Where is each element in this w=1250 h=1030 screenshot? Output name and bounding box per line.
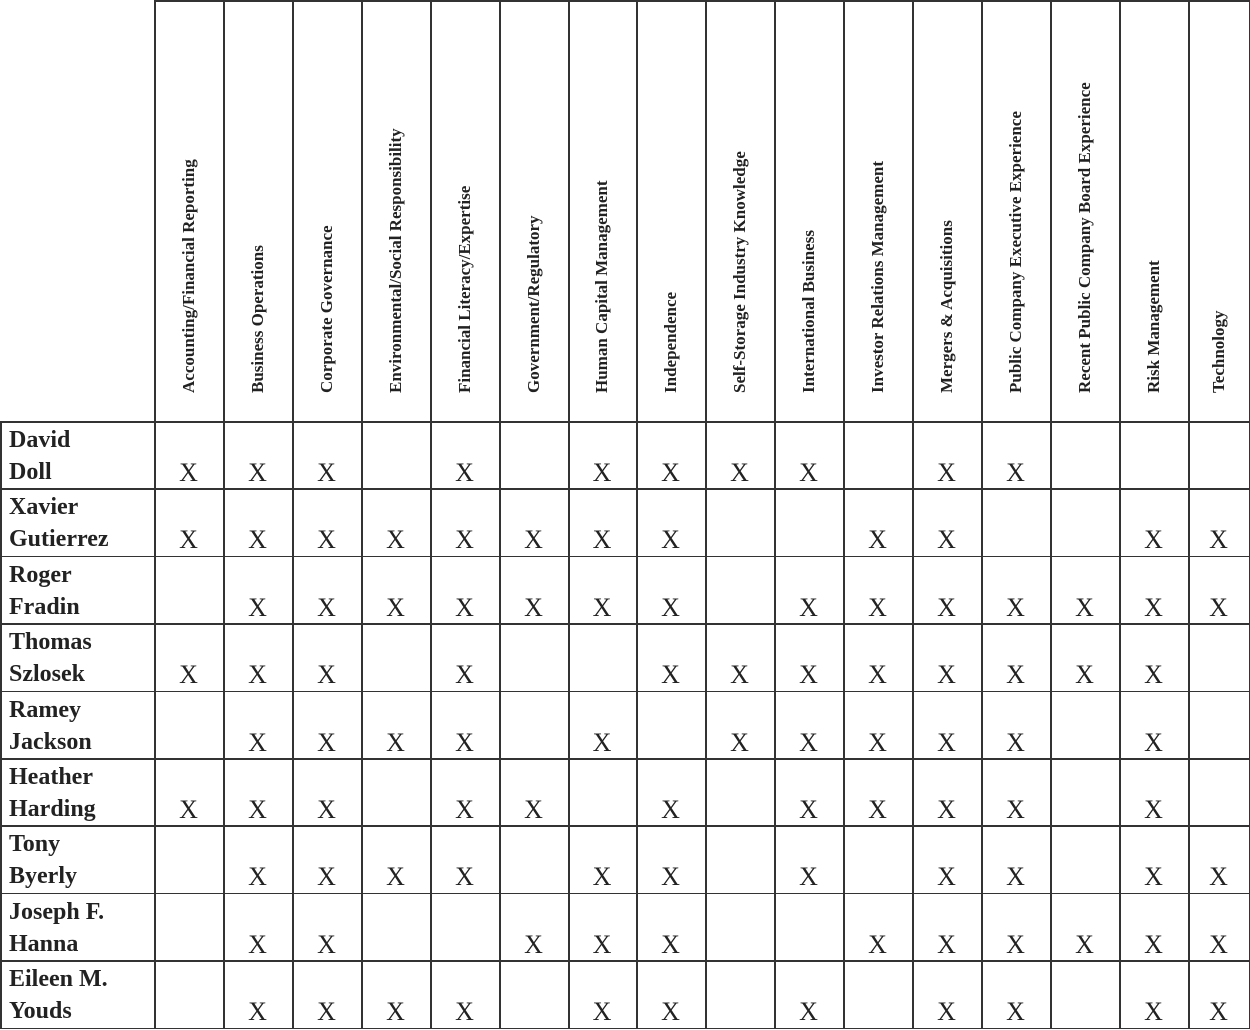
skill-mark: X <box>799 727 818 757</box>
skill-mark: X <box>1144 525 1163 555</box>
skill-mark: X <box>386 525 405 555</box>
row-divider <box>0 556 1250 558</box>
column-header-label: Environmental/Social Responsibility <box>385 128 405 393</box>
skill-mark: X <box>937 997 956 1027</box>
column-header <box>1188 0 1249 421</box>
column-header-label: Self-Storage Industry Knowledge <box>729 151 749 393</box>
column-header <box>636 0 705 421</box>
column-header-label: Investor Relations Management <box>867 161 887 393</box>
column-header-label: Accounting/Financial Reporting <box>178 159 198 393</box>
column-header-label: Mergers & Acquisitions <box>936 220 956 393</box>
column-header <box>361 0 430 421</box>
column-header-label: Technology <box>1208 310 1228 393</box>
director-last-name: Gutierrez <box>9 526 109 553</box>
director-last-name: Byerly <box>9 863 77 890</box>
column-header <box>430 0 499 421</box>
skill-mark: X <box>868 660 887 690</box>
skill-mark: X <box>661 929 680 959</box>
skill-mark: X <box>248 525 267 555</box>
director-name <box>0 896 154 960</box>
column-header <box>154 0 223 421</box>
row-divider <box>0 825 1250 827</box>
skill-mark: X <box>661 525 680 555</box>
column-header-label: International Business <box>798 230 818 393</box>
column-header <box>499 0 568 421</box>
skill-mark: X <box>1144 929 1163 959</box>
skill-mark: X <box>1144 592 1163 622</box>
skill-mark: X <box>386 862 405 892</box>
skill-mark: X <box>455 727 474 757</box>
director-name <box>0 559 154 623</box>
column-header <box>223 0 292 421</box>
column-header-label: Financial Literacy/Expertise <box>454 185 474 393</box>
skill-mark: X <box>661 795 680 824</box>
column-header-label: Recent Public Company Board Experience <box>1074 82 1094 393</box>
skill-mark: X <box>799 795 818 824</box>
row-divider <box>0 893 1250 895</box>
skill-mark: X <box>661 660 680 690</box>
skill-mark: X <box>937 929 956 959</box>
skill-mark: X <box>730 727 749 757</box>
director-name <box>0 424 154 488</box>
skill-mark: X <box>317 727 336 757</box>
director-first-name: Ramey <box>9 696 81 723</box>
skill-mark: X <box>179 795 198 824</box>
skill-mark: X <box>592 525 612 555</box>
director-first-name: Joseph F. <box>9 898 105 925</box>
row-divider <box>0 623 1250 625</box>
director-first-name: Eileen M. <box>9 966 108 993</box>
director-last-name: Harding <box>9 796 96 822</box>
column-header <box>774 0 843 421</box>
director-first-name: Heather <box>9 764 93 790</box>
skill-mark: X <box>661 862 680 892</box>
skill-mark: X <box>524 795 543 824</box>
director-name <box>0 963 154 1027</box>
skill-mark: X <box>868 592 887 622</box>
skill-mark: X <box>1209 525 1228 555</box>
skill-mark: X <box>1075 929 1094 959</box>
director-first-name: Roger <box>9 561 72 588</box>
skill-mark: X <box>248 727 267 757</box>
skill-mark: X <box>179 660 198 690</box>
skill-mark: X <box>455 997 474 1027</box>
skill-mark: X <box>248 458 267 487</box>
skill-mark: X <box>317 929 336 959</box>
skill-mark: X <box>868 929 887 959</box>
director-last-name: Hanna <box>9 930 79 957</box>
skill-mark: X <box>937 660 956 690</box>
column-header-label: Business Operations <box>247 245 267 393</box>
skill-mark: X <box>937 727 956 757</box>
skill-mark: X <box>1006 997 1025 1027</box>
skill-mark: X <box>1075 592 1094 622</box>
skill-mark: X <box>524 929 543 959</box>
skill-mark: X <box>524 525 543 555</box>
skill-mark: X <box>455 660 474 690</box>
column-header-label: Risk Management <box>1143 260 1163 393</box>
director-name <box>0 828 154 892</box>
column-header <box>1050 0 1119 421</box>
skill-mark: X <box>1006 929 1025 959</box>
column-header <box>705 0 774 421</box>
skill-mark: X <box>592 458 612 487</box>
skill-mark: X <box>248 997 267 1027</box>
column-header <box>981 0 1050 421</box>
skill-mark: X <box>455 795 474 824</box>
skill-mark: X <box>248 929 267 959</box>
skill-mark: X <box>386 592 405 622</box>
skill-mark: X <box>868 525 887 555</box>
skill-mark: X <box>868 727 887 757</box>
skill-mark: X <box>179 458 198 487</box>
skill-mark: X <box>661 997 680 1027</box>
skill-mark: X <box>1209 862 1228 892</box>
skill-mark: X <box>937 525 956 555</box>
column-header-label: Corporate Governance <box>316 225 336 393</box>
skill-mark: X <box>592 862 612 892</box>
column-header <box>843 0 912 421</box>
skill-mark: X <box>317 525 336 555</box>
director-last-name: Doll <box>9 459 52 485</box>
director-last-name: Fradin <box>9 593 80 620</box>
skill-mark: X <box>799 592 818 622</box>
row-divider <box>0 488 1250 490</box>
column-header <box>292 0 361 421</box>
skill-mark: X <box>799 997 818 1027</box>
skill-mark: X <box>317 997 336 1027</box>
column-header-label: Human Capital Management <box>592 180 611 393</box>
skill-mark: X <box>317 592 336 622</box>
column-header <box>568 0 636 421</box>
director-first-name: Xavier <box>9 494 79 521</box>
row-divider <box>0 758 1250 760</box>
skill-mark: X <box>1006 660 1025 690</box>
skill-mark: X <box>799 862 818 892</box>
skill-mark: X <box>386 997 405 1027</box>
skill-mark: X <box>1006 727 1025 757</box>
skill-mark: X <box>661 592 680 622</box>
skill-mark: X <box>317 660 336 690</box>
skill-mark: X <box>248 592 267 622</box>
column-header <box>912 0 981 421</box>
skill-mark: X <box>317 458 336 487</box>
director-name <box>0 491 154 555</box>
skill-mark: X <box>937 862 956 892</box>
director-last-name: Szlosek <box>9 661 86 688</box>
skill-mark: X <box>1006 458 1025 487</box>
skill-mark: X <box>317 795 336 824</box>
skill-mark: X <box>937 458 956 487</box>
skill-mark: X <box>592 592 612 622</box>
row-divider <box>0 1028 1250 1030</box>
row-divider <box>0 960 1250 962</box>
director-name <box>0 694 154 758</box>
skill-mark: X <box>524 592 543 622</box>
skill-mark: X <box>799 660 818 690</box>
skill-mark: X <box>937 795 956 824</box>
skill-mark: X <box>455 525 474 555</box>
director-name <box>0 761 154 825</box>
director-last-name: Jackson <box>9 728 92 755</box>
skill-mark: X <box>1209 997 1228 1027</box>
skill-mark: X <box>730 660 749 690</box>
director-last-name: Youds <box>9 998 72 1025</box>
column-header-label: Government/Regulatory <box>523 215 543 393</box>
skill-mark: X <box>868 795 887 824</box>
director-first-name: Tony <box>9 831 61 858</box>
skill-mark: X <box>1006 795 1025 824</box>
skill-mark: X <box>248 660 267 690</box>
skill-mark: X <box>386 727 405 757</box>
skill-mark: X <box>455 592 474 622</box>
skill-mark: X <box>1144 727 1163 757</box>
skill-mark: X <box>1144 660 1163 690</box>
skill-mark: X <box>455 862 474 892</box>
header-divider <box>0 421 1250 423</box>
row-divider <box>0 691 1250 693</box>
skill-mark: X <box>248 862 267 892</box>
skill-mark: X <box>1144 795 1163 824</box>
skill-mark: X <box>455 458 474 487</box>
skill-mark: X <box>1209 929 1228 959</box>
skill-mark: X <box>1006 862 1025 892</box>
skill-mark: X <box>317 862 336 892</box>
skill-mark: X <box>1144 862 1163 892</box>
skill-mark: X <box>592 929 612 959</box>
skill-mark: X <box>799 458 818 487</box>
skill-mark: X <box>1209 592 1228 622</box>
skill-mark: X <box>937 592 956 622</box>
skill-mark: X <box>179 525 198 555</box>
column-header-label: Independence <box>660 291 680 393</box>
skill-mark: X <box>730 458 749 487</box>
director-name <box>0 626 154 690</box>
skill-mark: X <box>248 795 267 824</box>
skill-mark: X <box>1144 997 1163 1027</box>
director-first-name: David <box>9 427 71 453</box>
skill-mark: X <box>1006 592 1025 622</box>
column-header-label: Public Company Executive Experience <box>1005 111 1025 393</box>
skill-mark: X <box>1075 660 1094 690</box>
column-header <box>1119 0 1188 421</box>
skill-mark: X <box>592 727 612 757</box>
skill-mark: X <box>592 997 612 1027</box>
skill-mark: X <box>661 458 680 487</box>
director-first-name: Thomas <box>9 629 92 656</box>
